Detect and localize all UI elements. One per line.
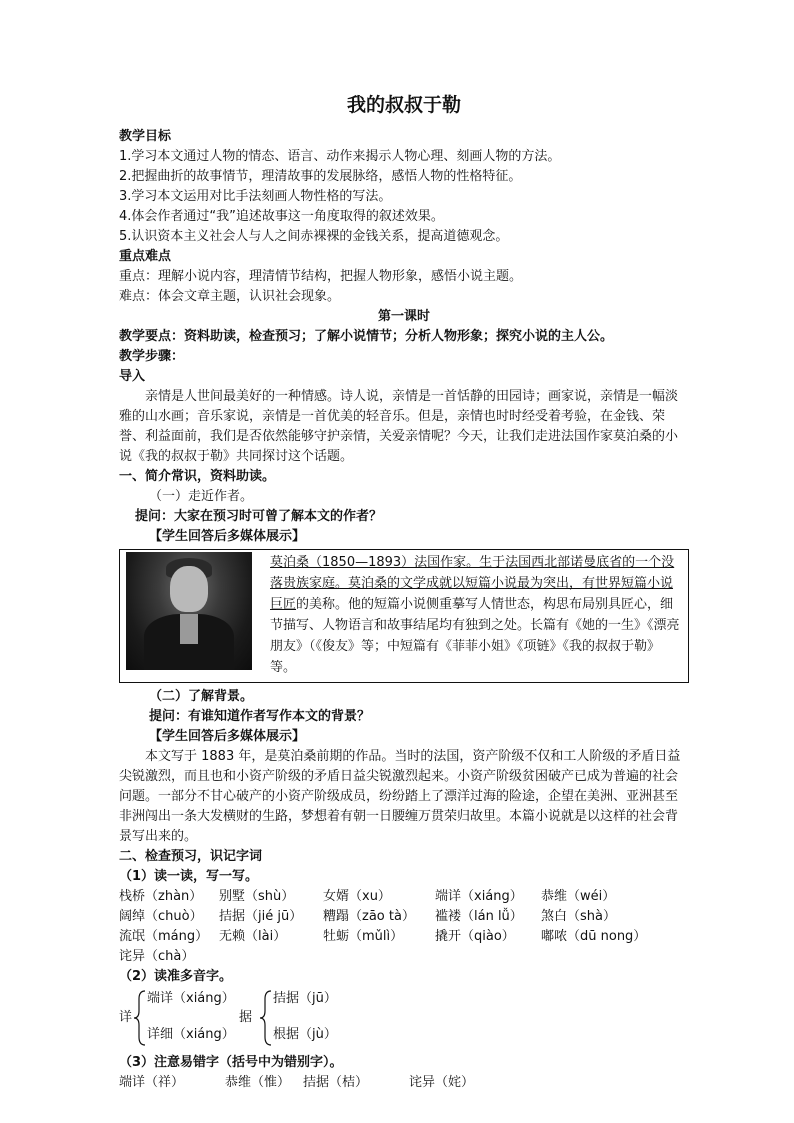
polyphone-char-left: 详 xyxy=(119,1010,133,1025)
vocab-item: 阔绰（chuò） xyxy=(119,909,203,924)
vocab-item: 恭维（wéi） xyxy=(541,889,616,904)
vocab-item: 煞白（shà） xyxy=(541,909,616,924)
typo-item: 端详（祥） xyxy=(119,1075,185,1090)
subsection-author: （一）走近作者。 xyxy=(149,489,254,504)
vocab-item: 栈桥（zhàn） xyxy=(119,889,203,904)
media-label: 【学生回答后多媒体展示】 xyxy=(149,529,306,544)
question-background: 提问：有谁知道作者写作本文的背景？ xyxy=(149,709,371,724)
vocab-row xyxy=(119,927,689,947)
difficulty: 难点：体会文章主题，认识社会现象。 xyxy=(119,289,341,304)
vocab-item: 无赖（lài） xyxy=(219,929,287,944)
vocab-item: 褴褛（lán lǚ） xyxy=(435,909,523,924)
author-portrait xyxy=(126,552,252,670)
read-write-heading: （1）读一读，写一写。 xyxy=(119,869,259,884)
vocab-row xyxy=(119,907,689,927)
vocab-row xyxy=(119,947,689,967)
document-page xyxy=(119,95,689,1093)
author-bio-underlined: 莫泊桑（1850—1893）法国作家。生于法国西北部诺曼底省的一个没落贵族家庭。莫泊桑的文学成就以短篇小说最为突出，有世界短篇小说巨匠 xyxy=(270,555,675,612)
intro-heading: 导入 xyxy=(119,369,146,384)
vocab-item: 拮据（jié jū） xyxy=(219,909,303,924)
intro-paragraph: 亲情是人世间最美好的一种情感。诗人说，亲情是一首恬静的田园诗；画家说，亲情是一幅淡雅的山水画；音乐家说，亲情是一首优美的轻音乐。但是，亲情也时时经受着考验，在金钱、荣誉、利益面前，我们是否依然能够守护亲情，关爱亲情呢？今天，让我们走进法国作家莫泊桑的小说《我的叔叔于勒》共同探讨这个话题。 xyxy=(119,389,679,464)
teaching-steps: 教学步骤： xyxy=(119,349,185,364)
question-author: 提问：大家在预习时可曾了解本文的作者？ xyxy=(135,509,383,524)
goal-item: 3.学习本文运用对比手法刻画人物性格的写法。 xyxy=(119,189,392,204)
polyphone-word: 拮据（jū） xyxy=(273,991,337,1006)
polyphone-diagram xyxy=(119,989,689,1047)
page-title: 我的叔叔于勒 xyxy=(346,94,461,116)
polyphone-word: 详细（xiáng） xyxy=(147,1027,235,1042)
author-bio xyxy=(270,552,682,678)
typo-item: 诧异（姹） xyxy=(409,1075,475,1090)
subsection-background: （二）了解背景。 xyxy=(149,689,254,704)
author-bio-rest: 的美称。他的短篇小说侧重摹写人情世态，构思布局别具匠心，细节描写、人物语言和故事结尾均有独到之处。长篇有《她的一生》《漂亮朋友》（《俊友》等；中短篇有《菲菲小姐》《项链》《我的叔叔于勒》等。 xyxy=(270,597,680,675)
section-heading-2: 二、检查预习，识记字词 xyxy=(119,849,263,864)
typo-item: 恭维（惟） xyxy=(225,1075,291,1090)
teaching-points: 教学要点：资料助读，检查预习；了解小说情节；分析人物形象；探究小说的主人公。 xyxy=(119,329,614,344)
polyphone-char-right: 据 xyxy=(239,1010,253,1025)
author-info-box xyxy=(119,549,689,683)
goal-item: 5.认识资本主义社会人与人之间赤裸裸的金钱关系，提高道德观念。 xyxy=(119,229,509,244)
vocab-row xyxy=(119,887,689,907)
vocab-item: 端详（xiáng） xyxy=(435,889,523,904)
key-point: 重点：理解小说内容，理清情节结构，把握人物形象，感悟小说主题。 xyxy=(119,269,523,284)
goal-item: 2.把握曲折的故事情节，理清故事的发展脉络，感悟人物的性格特征。 xyxy=(119,169,522,184)
goal-item: 4.体会作者通过“我”追述故事这一角度取得的叙述效果。 xyxy=(119,209,444,224)
key-heading: 重点难点 xyxy=(119,249,172,264)
section-heading-1: 一、简介常识，资料助读。 xyxy=(119,469,276,484)
polyphone-word: 根据（jù） xyxy=(273,1027,337,1042)
typo-item: 拮据（桔） xyxy=(303,1075,369,1090)
polyphone-word: 端详（xiáng） xyxy=(147,991,235,1006)
right-brace-icon xyxy=(259,989,273,1047)
media-label: 【学生回答后多媒体展示】 xyxy=(149,729,306,744)
goal-item: 1.学习本文通过人物的情态、语言、动作来揭示人物心理、刻画人物的方法。 xyxy=(119,149,561,164)
background-paragraph: 本文写于 1883 年，是莫泊桑前期的作品。当时的法国，资产阶级不仅和工人阶级的矛盾日益尖锐激烈，而且也和小资产阶级的矛盾日益尖锐激烈起来。小资产阶级贫困破产已成为普遍的社会问题。一部分不甘心破产的小资产阶级成员，纷纷踏上了漂洋过海的险途，企望在美洲、亚洲甚至非洲闯出一条大发横财的生路，梦想着有朝一日腰缠万贯荣归故里。本篇小说就是以这样的社会背景写出来的。 xyxy=(119,749,681,844)
vocab-item: 女婿（xu） xyxy=(323,889,391,904)
vocab-item: 诧异（chà） xyxy=(119,949,195,964)
vocab-item: 撬开（qiào） xyxy=(435,929,515,944)
polyphone-heading: （2）读准多音字。 xyxy=(119,969,233,984)
vocab-item: 牡蛎（mǔlì） xyxy=(323,929,404,944)
vocab-item: 嘟哝（dū nong） xyxy=(541,929,647,944)
typo-heading: （3）注意易错字（括号中为错别字）。 xyxy=(119,1055,343,1070)
typo-row xyxy=(119,1073,689,1093)
vocab-item: 糟蹋（zāo tà） xyxy=(323,909,415,924)
vocab-item: 流氓（máng） xyxy=(119,929,209,944)
goals-heading: 教学目标 xyxy=(119,129,172,144)
vocab-item: 别墅（shù） xyxy=(219,889,295,904)
left-brace-icon xyxy=(133,989,147,1047)
lesson-title: 第一课时 xyxy=(377,309,430,324)
